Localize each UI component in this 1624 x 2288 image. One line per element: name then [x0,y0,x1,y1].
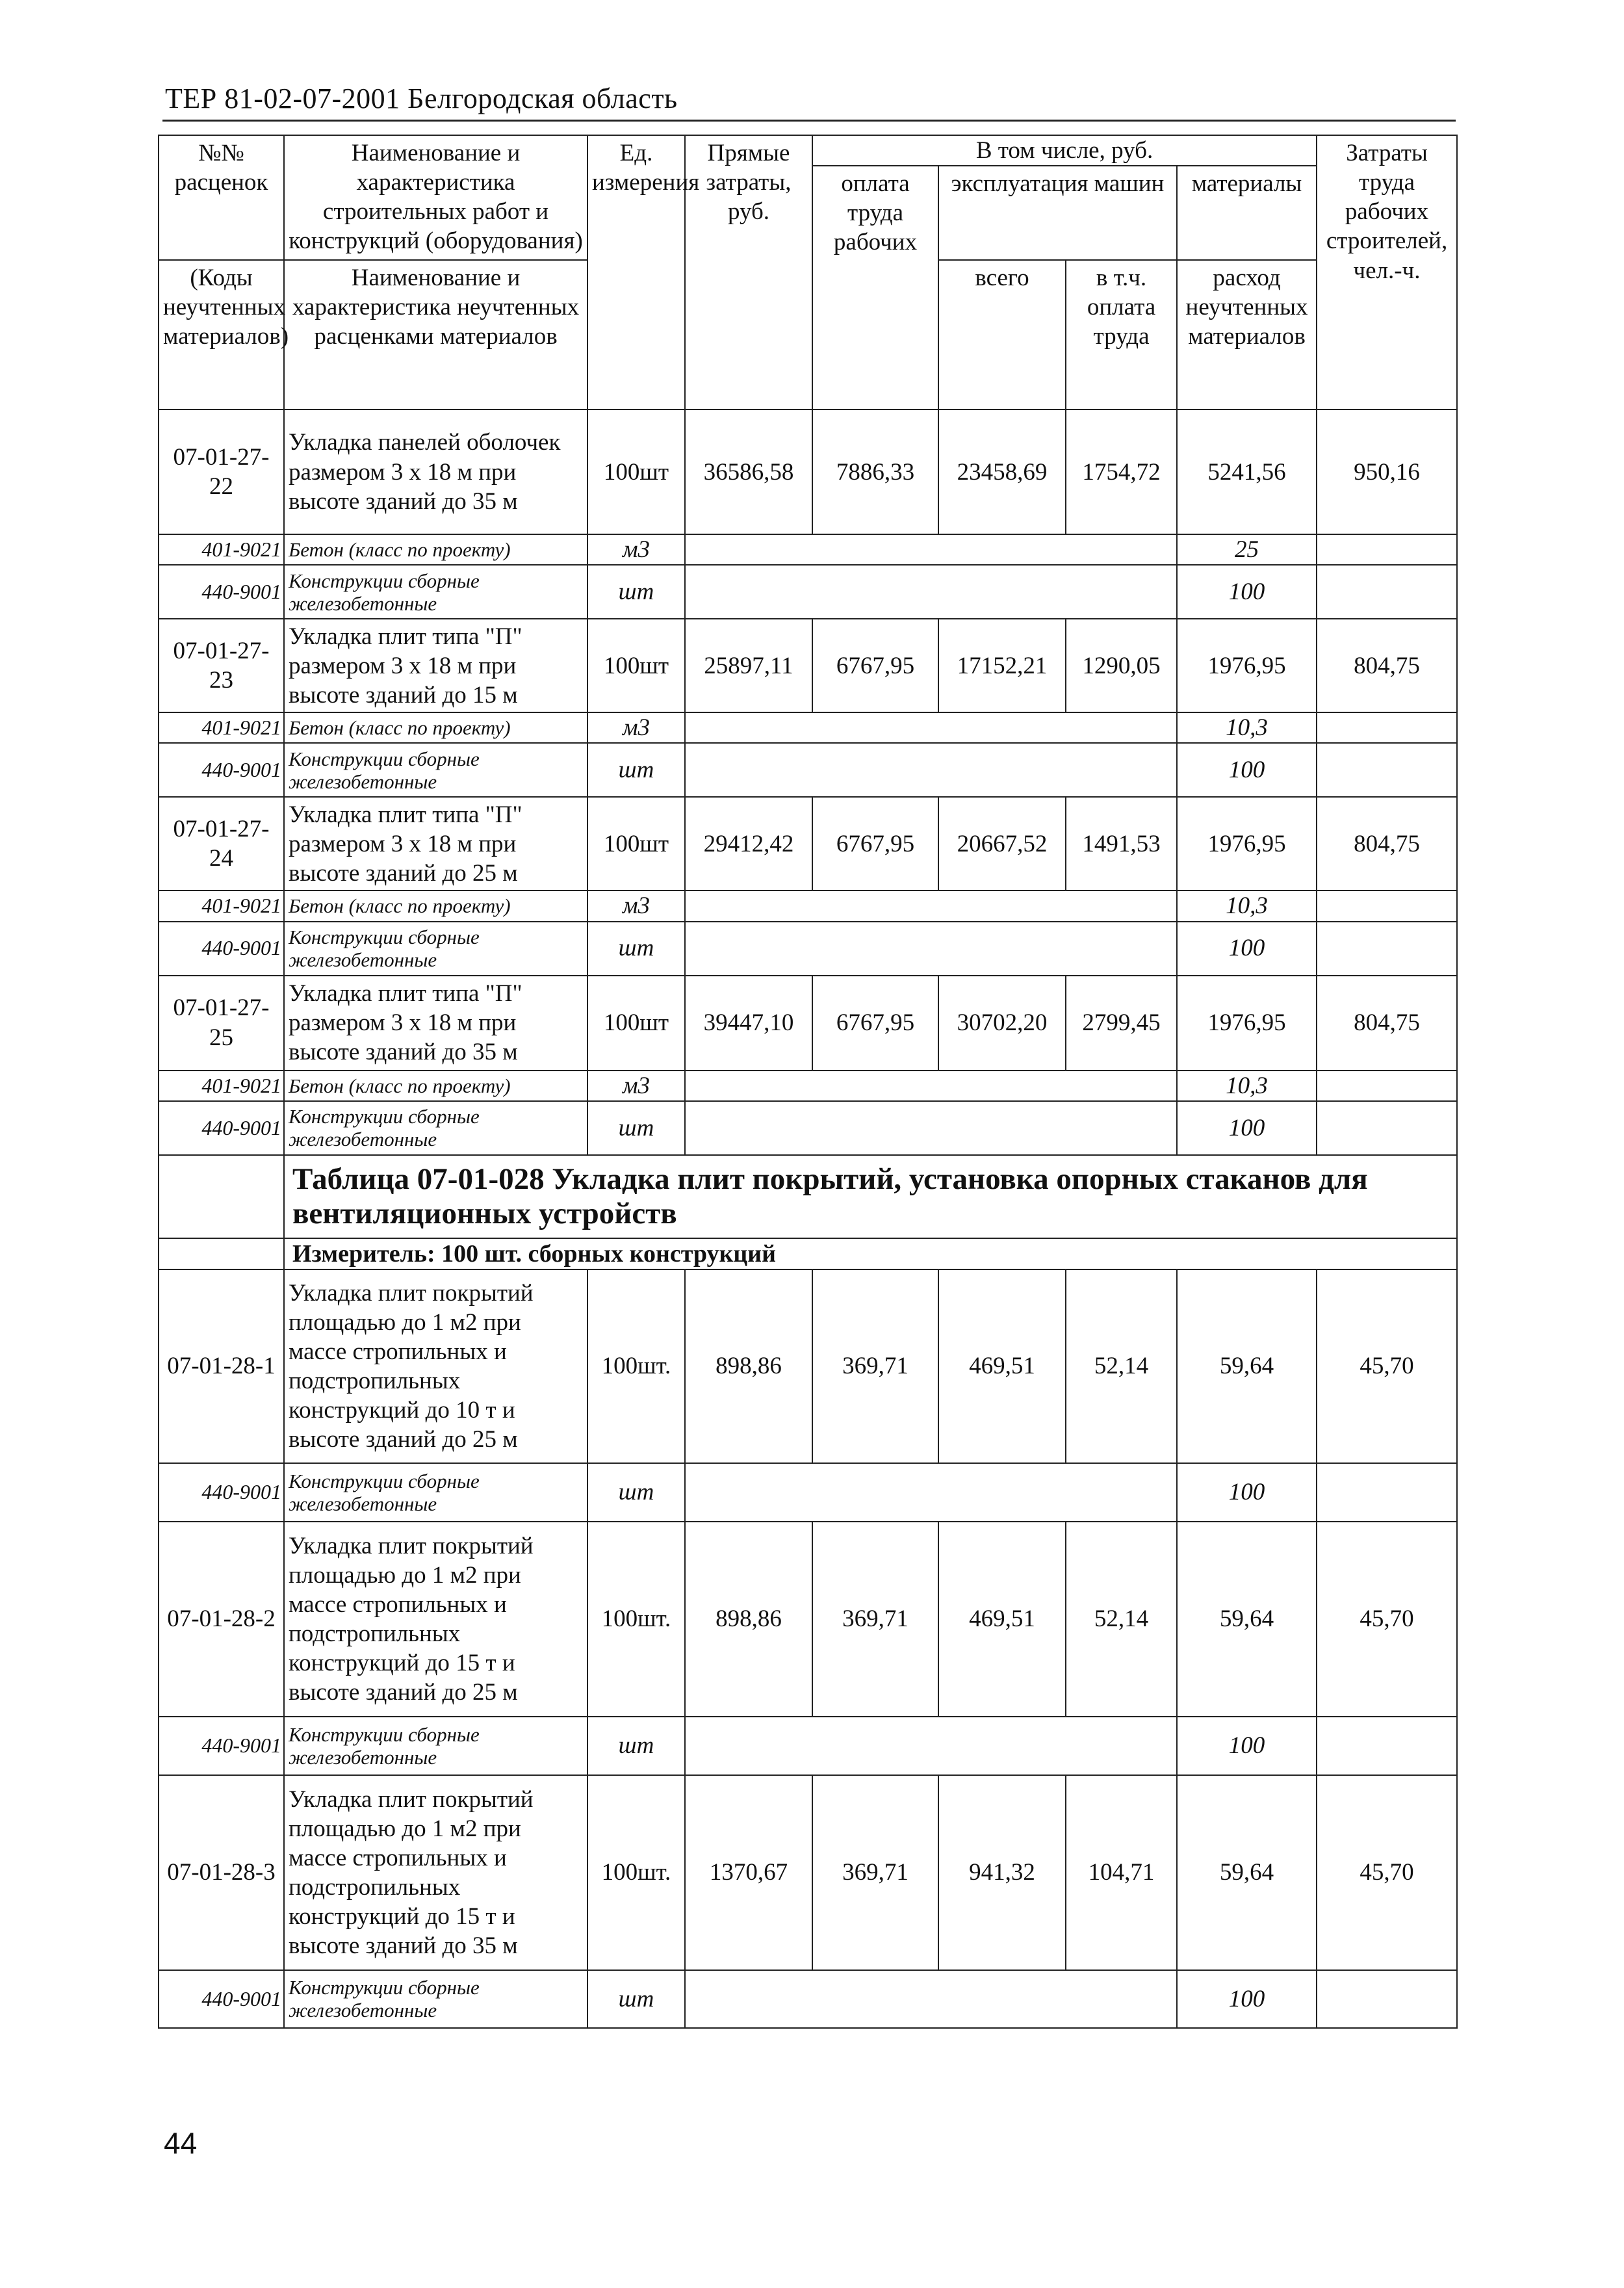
labor-pay: 369,71 [812,1269,938,1463]
empty-cell [685,890,1177,921]
material-unit: м3 [587,890,685,921]
machines-total: 941,32 [938,1775,1066,1970]
materials-cost: 59,64 [1177,1269,1317,1463]
table-title-row [159,1155,1457,1238]
material-quantity: 100 [1177,565,1317,619]
col-header-materials: материалы [1177,166,1317,260]
col-header-incl: В том числе, руб. [812,135,1317,166]
material-unit: шт [587,1717,685,1775]
labor-hours: 950,16 [1317,410,1457,534]
empty-cell [159,1238,284,1269]
empty-cell [685,1717,1177,1775]
empty-cell [1317,565,1457,619]
empty-cell [1317,1970,1457,2028]
material-name: Бетон (класс по проекту) [284,712,587,743]
rates-table [158,135,1458,2029]
unit: 100шт [587,410,685,534]
empty-cell [685,712,1177,743]
material-code: 440-9001 [159,1717,284,1775]
machines-total: 469,51 [938,1522,1066,1717]
labor-hours: 804,75 [1317,619,1457,712]
material-row [159,890,1457,921]
direct-cost: 36586,58 [685,410,812,534]
machines-labor-pay: 1754,72 [1066,410,1177,534]
table-row [159,1522,1457,1717]
table-row [159,797,1457,890]
material-unit: шт [587,565,685,619]
table-row [159,976,1457,1071]
table-row [159,619,1457,712]
unit: 100шт. [587,1775,685,1970]
material-row [159,743,1457,797]
col-header-unit: Ед. измерения [587,135,685,410]
table-row [159,1775,1457,1970]
rate-code: 07-01-27-25 [159,976,284,1071]
empty-cell [159,1155,284,1238]
material-row [159,534,1457,565]
empty-cell [1317,534,1457,565]
col-header-incl-pay: в т.ч. оплата труда [1066,260,1177,410]
machines-total: 20667,52 [938,797,1066,890]
col-header-num: №№ расценок [159,135,284,260]
labor-pay: 6767,95 [812,976,938,1071]
material-name: Конструкции сборные железобетонные [284,565,587,619]
direct-cost: 898,86 [685,1522,812,1717]
empty-cell [1317,1717,1457,1775]
material-unit: м3 [587,534,685,565]
material-unit: м3 [587,1071,685,1101]
labor-hours: 45,70 [1317,1522,1457,1717]
material-quantity: 10,3 [1177,1071,1317,1101]
work-description: Укладка панелей оболочек размером 3 х 18 м при высоте зданий до 35 м [284,410,587,534]
direct-cost: 25897,11 [685,619,812,712]
material-name: Конструкции сборные железобетонные [284,1463,587,1522]
material-row [159,1717,1457,1775]
material-quantity: 100 [1177,922,1317,976]
material-unit: шт [587,743,685,797]
col-header-mat-use: расход неучтенных материалов [1177,260,1317,410]
material-row [159,712,1457,743]
material-name: Бетон (класс по проекту) [284,890,587,921]
work-description: Укладка плит покрытий площадью до 1 м2 при массе стропильных и подстропильных конструкций до 10 т и высоте зданий до 25 м [284,1269,587,1463]
direct-cost: 898,86 [685,1269,812,1463]
labor-hours: 45,70 [1317,1775,1457,1970]
material-name: Конструкции сборные железобетонные [284,1101,587,1155]
materials-cost: 59,64 [1177,1775,1317,1970]
material-code: 440-9001 [159,1101,284,1155]
material-name: Конструкции сборные железобетонные [284,1970,587,2028]
empty-cell [685,534,1177,565]
material-name: Конструкции сборные железобетонные [284,922,587,976]
labor-pay: 369,71 [812,1522,938,1717]
unit: 100шт. [587,1269,685,1463]
empty-cell [685,1101,1177,1155]
material-quantity: 25 [1177,534,1317,565]
machines-labor-pay: 1491,53 [1066,797,1177,890]
labor-hours: 45,70 [1317,1269,1457,1463]
col-header-direct: Прямые затраты, руб. [685,135,812,410]
material-name: Конструкции сборные железобетонные [284,743,587,797]
labor-pay: 7886,33 [812,410,938,534]
work-description: Укладка плит типа "П" размером 3 х 18 м при высоте зданий до 25 м [284,797,587,890]
material-name: Конструкции сборные железобетонные [284,1717,587,1775]
material-quantity: 100 [1177,1463,1317,1522]
rate-code: 07-01-28-2 [159,1522,284,1717]
machines-labor-pay: 2799,45 [1066,976,1177,1071]
unit: 100шт [587,976,685,1071]
empty-cell [1317,712,1457,743]
material-name: Бетон (класс по проекту) [284,534,587,565]
empty-cell [685,1463,1177,1522]
work-description: Укладка плит покрытий площадью до 1 м2 при массе стропильных и подстропильных конструкций до 15 т и высоте зданий до 25 м [284,1522,587,1717]
rate-code: 07-01-27-24 [159,797,284,890]
work-description: Укладка плит типа "П" размером 3 х 18 м при высоте зданий до 35 м [284,976,587,1071]
material-unit: шт [587,1463,685,1522]
table-measure: Измеритель: 100 шт. сборных конструкций [284,1238,1457,1269]
page-number: 44 [164,2126,198,2160]
material-row [159,1101,1457,1155]
material-quantity: 100 [1177,1970,1317,2028]
rate-code: 07-01-28-3 [159,1775,284,1970]
machines-total: 469,51 [938,1269,1066,1463]
empty-cell [1317,890,1457,921]
material-name: Бетон (класс по проекту) [284,1071,587,1101]
material-unit: шт [587,1101,685,1155]
col-header-labor: Затраты труда рабочих строителей, чел.-ч. [1317,135,1457,410]
empty-cell [685,1071,1177,1101]
labor-pay: 369,71 [812,1775,938,1970]
materials-cost: 59,64 [1177,1522,1317,1717]
labor-pay: 6767,95 [812,619,938,712]
machines-labor-pay: 1290,05 [1066,619,1177,712]
material-code: 440-9001 [159,565,284,619]
table-measure-row [159,1238,1457,1269]
col-header-machines: эксплуатация машин [938,166,1177,260]
material-unit: шт [587,922,685,976]
empty-cell [685,565,1177,619]
material-code: 440-9001 [159,743,284,797]
direct-cost: 39447,10 [685,976,812,1071]
material-row [159,565,1457,619]
machines-labor-pay: 52,14 [1066,1522,1177,1717]
material-code: 401-9021 [159,890,284,921]
empty-cell [1317,1463,1457,1522]
empty-cell [685,743,1177,797]
material-unit: шт [587,1970,685,2028]
unit: 100шт [587,619,685,712]
material-code: 440-9001 [159,1463,284,1522]
empty-cell [685,922,1177,976]
table-row [159,1269,1457,1463]
machines-total: 30702,20 [938,976,1066,1071]
material-row [159,1970,1457,2028]
col-header-name: Наименование и характеристика строительных работ и конструкций (оборудования) [284,135,587,260]
materials-cost: 1976,95 [1177,619,1317,712]
labor-hours: 804,75 [1317,797,1457,890]
material-code: 401-9021 [159,712,284,743]
material-code: 401-9021 [159,534,284,565]
table-title: Таблица 07-01-028 Укладка плит покрытий, установка опорных стаканов для вентиляционных устройств [284,1155,1457,1238]
material-row [159,922,1457,976]
work-description: Укладка плит покрытий площадью до 1 м2 при массе стропильных и подстропильных конструкций до 15 т и высоте зданий до 35 м [284,1775,587,1970]
materials-cost: 1976,95 [1177,976,1317,1071]
header-row-1 [159,135,1457,166]
rate-code: 07-01-28-1 [159,1269,284,1463]
machines-total: 17152,21 [938,619,1066,712]
labor-pay: 6767,95 [812,797,938,890]
material-quantity: 100 [1177,1101,1317,1155]
col-header-total: всего [938,260,1066,410]
material-code: 440-9001 [159,922,284,976]
material-row [159,1071,1457,1101]
empty-cell [1317,1101,1457,1155]
empty-cell [1317,922,1457,976]
work-description: Укладка плит типа "П" размером 3 х 18 м при высоте зданий до 15 м [284,619,587,712]
labor-hours: 804,75 [1317,976,1457,1071]
machines-labor-pay: 52,14 [1066,1269,1177,1463]
table-row [159,410,1457,534]
direct-cost: 29412,42 [685,797,812,890]
material-quantity: 10,3 [1177,890,1317,921]
empty-cell [1317,743,1457,797]
page-header [162,77,1456,122]
page-title: ТЕР 81-02-07-2001 Белгородская область [165,83,678,114]
material-row [159,1463,1457,1522]
material-quantity: 10,3 [1177,712,1317,743]
empty-cell [685,1970,1177,2028]
rate-code: 07-01-27-23 [159,619,284,712]
col-header-labor-pay: оплата труда рабочих [812,166,938,410]
material-quantity: 100 [1177,743,1317,797]
materials-cost: 1976,95 [1177,797,1317,890]
material-code: 440-9001 [159,1970,284,2028]
material-unit: м3 [587,712,685,743]
rate-code: 07-01-27-22 [159,410,284,534]
materials-cost: 5241,56 [1177,410,1317,534]
direct-cost: 1370,67 [685,1775,812,1970]
col-header-name-mat: Наименование и характеристика неучтенных расценками материалов [284,260,587,410]
unit: 100шт [587,797,685,890]
col-header-codes: (Коды неучтенных материалов) [159,260,284,410]
unit: 100шт. [587,1522,685,1717]
empty-cell [1317,1071,1457,1101]
machines-total: 23458,69 [938,410,1066,534]
material-quantity: 100 [1177,1717,1317,1775]
material-code: 401-9021 [159,1071,284,1101]
machines-labor-pay: 104,71 [1066,1775,1177,1970]
